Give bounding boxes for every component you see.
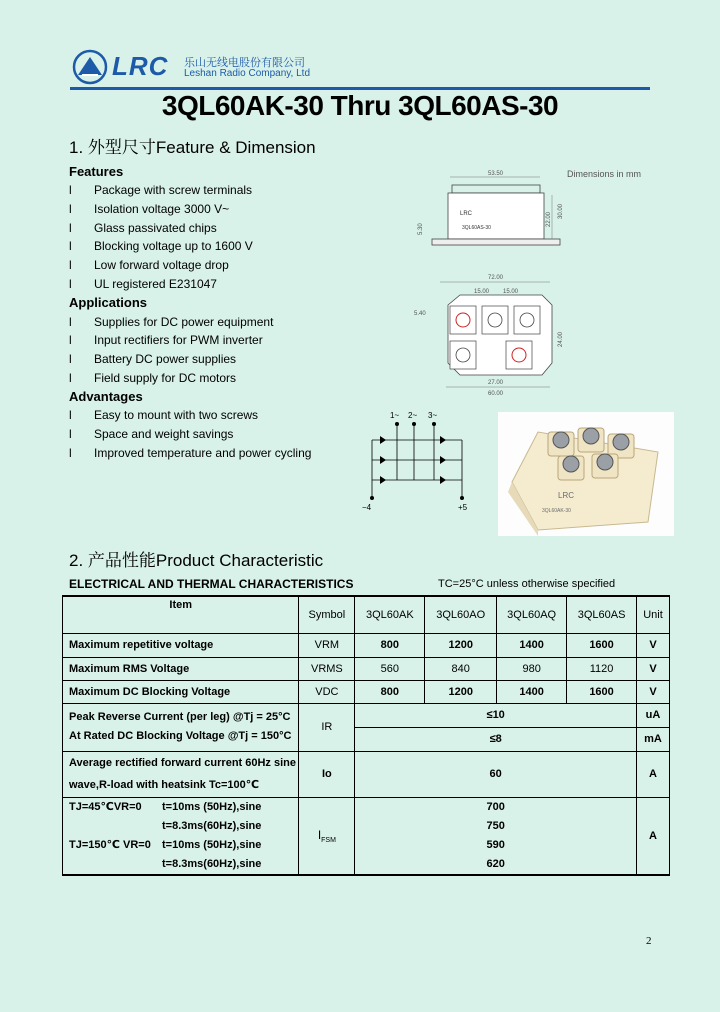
table-row: Average rectified forward current 60Hz sine wave,R-load with heatsink Tc=100℃ Io 60 A [63, 751, 670, 797]
svg-text:22.00: 22.00 [546, 211, 552, 227]
page-number: 2 [646, 935, 652, 947]
svg-text:24.00: 24.00 [558, 331, 564, 347]
header-3ql60as: 3QL60AS [567, 596, 637, 633]
svg-text:−4: −4 [362, 503, 372, 512]
logo-text: LRC [112, 51, 169, 81]
table-row: Peak Reverse Current (per leg) @Tj = 25°C At Rated DC Blocking Voltage @Tj = 150°C IR ≤10 uA [63, 703, 670, 727]
advantages-heading: Advantages [69, 389, 143, 404]
table-header-row [63, 596, 670, 633]
header-unit: Unit [637, 596, 670, 633]
svg-text:5.40: 5.40 [414, 311, 426, 317]
svg-text:LRC: LRC [460, 211, 473, 217]
svg-text:60.00: 60.00 [488, 391, 504, 397]
table-title: ELECTRICAL AND THERMAL CHARACTERISTICS [69, 577, 354, 591]
header-3ql60ao: 3QL60AO [425, 596, 497, 633]
header-3ql60aq: 3QL60AQ [497, 596, 567, 633]
applications-heading: Applications [69, 295, 148, 310]
svg-text:5.30: 5.30 [418, 223, 424, 235]
header-3ql60ak: 3QL60AK [355, 596, 425, 633]
table-row: Maximum RMS Voltage VRMS 560 840 980 1120 V [63, 657, 670, 680]
svg-text:53.50: 53.50 [488, 171, 504, 177]
header-symbol: Symbol [299, 596, 355, 633]
circuit-diagram [352, 408, 482, 514]
table-row: Maximum DC Blocking Voltage VDC 800 1200 1400 1600 V [63, 680, 670, 703]
table-note: TC=25°C unless otherwise specified [438, 578, 616, 590]
features-heading: Features [69, 164, 124, 179]
svg-text:2~: 2~ [408, 411, 418, 420]
svg-text:15.00: 15.00 [474, 289, 490, 295]
svg-text:3~: 3~ [428, 411, 438, 420]
company-name-en: Leshan Radio Company, Ltd [184, 68, 311, 79]
svg-text:+5: +5 [458, 503, 468, 512]
table-row: Maximum repetitive voltage VRM 800 1200 1400 1600 V [63, 633, 670, 657]
svg-text:15.00: 15.00 [503, 289, 519, 295]
company-logo [72, 47, 312, 87]
lrc-logo-icon [72, 49, 108, 85]
dimension-drawing [410, 165, 660, 405]
product-photo [498, 412, 674, 536]
dimension-caption: Dimensions in mm [567, 169, 642, 179]
characteristics-table [62, 595, 670, 876]
section1-title: 1. 外型尺寸Feature & Dimension [69, 138, 316, 157]
svg-text:3QL60AS-30: 3QL60AS-30 [462, 225, 491, 231]
svg-text:30.00: 30.00 [558, 203, 564, 219]
table-row: ≤8 mA [63, 727, 670, 751]
section2-title: 2. 产品性能Product Characteristic [69, 551, 324, 570]
svg-text:3QL60AK-30: 3QL60AK-30 [542, 508, 571, 514]
svg-text:LRC: LRC [558, 491, 575, 500]
document-title: 3QL60AK-30 Thru 3QL60AS-30 [161, 90, 559, 121]
header-item: Item [63, 596, 299, 633]
company-name-cn: 乐山无线电股份有限公司 [184, 56, 305, 69]
svg-text:72.00: 72.00 [488, 275, 504, 281]
svg-text:1~: 1~ [390, 411, 400, 420]
table-row: TJ=45℃VR=0 t=10ms (50Hz),sine t=8.3ms(60Hz),sine TJ=150℃ VR=0 t=10ms (50Hz),sine t=8.3ms(60Hz),sine $I_{FSM}$ 700 750 590 620 A [63, 797, 670, 875]
svg-text:27.00: 27.00 [488, 380, 504, 386]
